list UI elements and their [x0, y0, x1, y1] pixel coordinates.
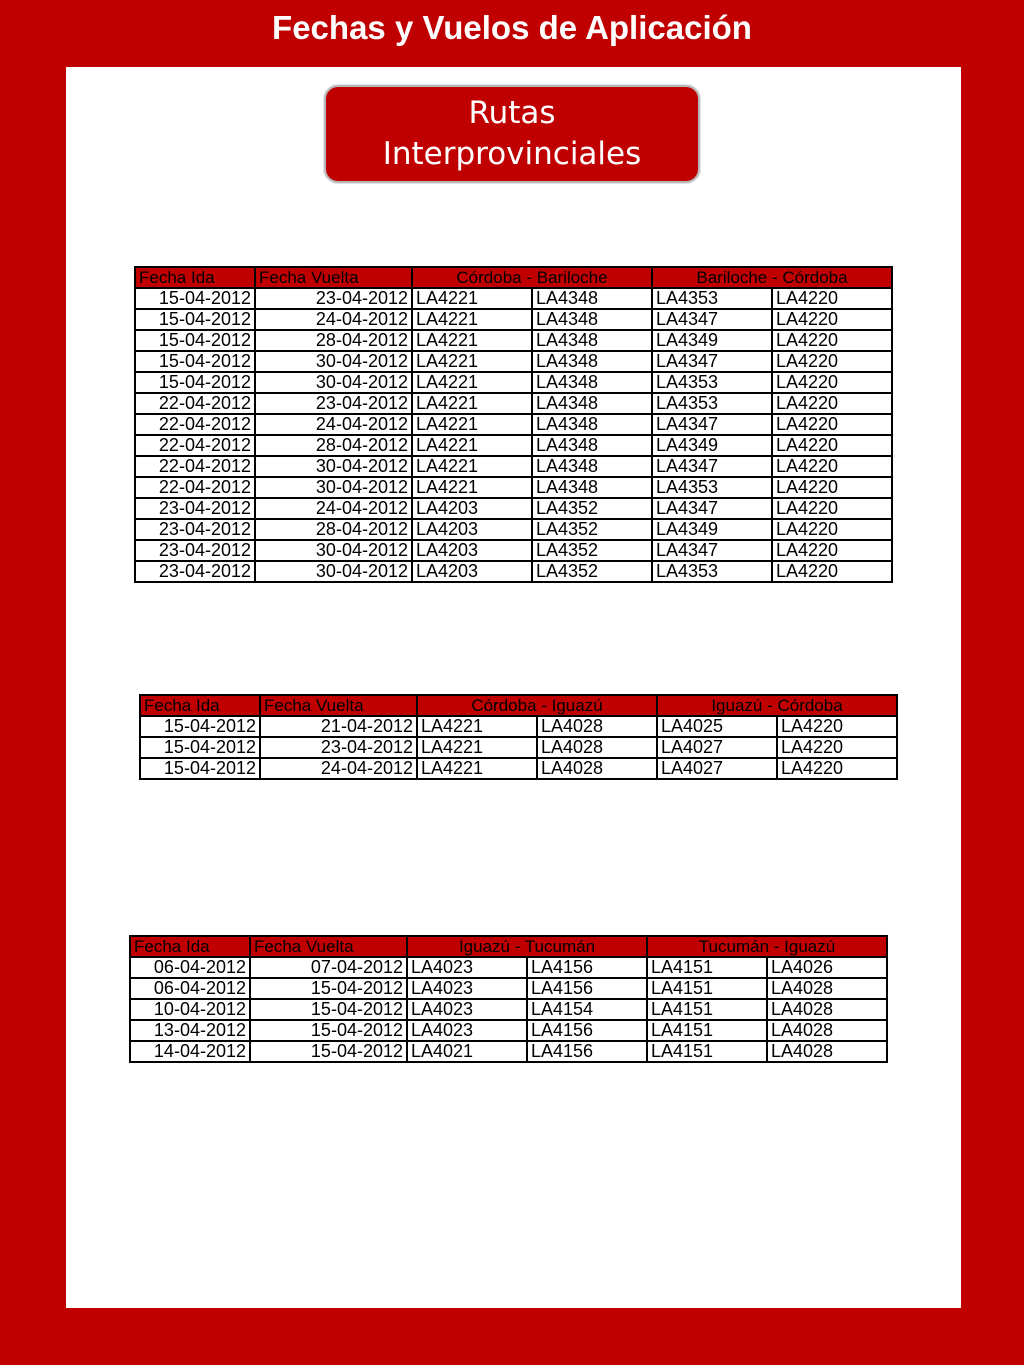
- cell-flight-back-1: LA4151: [647, 957, 767, 978]
- cell-flight-back-1: LA4025: [657, 716, 777, 737]
- table-row: [135, 351, 892, 372]
- cell-flight-back-1: LA4347: [652, 414, 772, 435]
- cell-fecha-vuelta: 23-04-2012: [255, 393, 412, 414]
- cell-flight-out-2: LA4348: [532, 435, 652, 456]
- cell-fecha-ida: 22-04-2012: [135, 477, 255, 498]
- cell-flight-back-2: LA4028: [767, 978, 887, 999]
- flights-table-iguazu: [139, 694, 898, 780]
- cell-flight-out-1: LA4221: [412, 309, 532, 330]
- cell-fecha-vuelta: 15-04-2012: [250, 978, 407, 999]
- cell-fecha-ida: 15-04-2012: [135, 351, 255, 372]
- cell-flight-back-1: LA4347: [652, 456, 772, 477]
- cell-flight-back-1: LA4347: [652, 351, 772, 372]
- table-row: [140, 758, 897, 779]
- cell-flight-back-2: LA4220: [772, 351, 892, 372]
- cell-flight-back-2: LA4220: [772, 309, 892, 330]
- cell-fecha-ida: 06-04-2012: [130, 978, 250, 999]
- table-row: [135, 519, 892, 540]
- table-header: [135, 267, 892, 288]
- cell-fecha-ida: 22-04-2012: [135, 456, 255, 477]
- cell-flight-out-1: LA4023: [407, 957, 527, 978]
- header-fecha-vuelta: Fecha Vuelta: [255, 267, 412, 288]
- table-row: [135, 288, 892, 309]
- cell-flight-out-2: LA4028: [537, 737, 657, 758]
- cell-fecha-vuelta: 24-04-2012: [260, 758, 417, 779]
- cell-fecha-ida: 15-04-2012: [140, 758, 260, 779]
- cell-flight-back-2: LA4028: [767, 1020, 887, 1041]
- cell-fecha-vuelta: 30-04-2012: [255, 540, 412, 561]
- cell-fecha-vuelta: 30-04-2012: [255, 477, 412, 498]
- cell-flight-back-2: LA4220: [772, 414, 892, 435]
- cell-flight-back-1: LA4353: [652, 372, 772, 393]
- cell-flight-back-1: LA4349: [652, 435, 772, 456]
- cell-fecha-ida: 23-04-2012: [135, 519, 255, 540]
- cell-flight-out-1: LA4023: [407, 1020, 527, 1041]
- table-header-row: [140, 695, 897, 716]
- cell-fecha-ida: 06-04-2012: [130, 957, 250, 978]
- table-row: [135, 414, 892, 435]
- table-row: [135, 372, 892, 393]
- table-row: [130, 1041, 887, 1062]
- cell-flight-out-2: LA4352: [532, 561, 652, 582]
- cell-flight-out-1: LA4203: [412, 519, 532, 540]
- table-row: [135, 435, 892, 456]
- table-row: [135, 477, 892, 498]
- cell-flight-back-1: LA4151: [647, 978, 767, 999]
- section-badge-line-1: Rutas: [468, 95, 556, 131]
- cell-flight-out-1: LA4021: [407, 1041, 527, 1062]
- cell-flight-out-2: LA4156: [527, 1041, 647, 1062]
- section-badge-line-2: Interprovinciales: [382, 136, 642, 172]
- cell-fecha-vuelta: 24-04-2012: [255, 414, 412, 435]
- cell-flight-out-2: LA4352: [532, 498, 652, 519]
- table-header: [140, 695, 897, 716]
- cell-flight-out-2: LA4028: [537, 758, 657, 779]
- cell-flight-out-2: LA4348: [532, 288, 652, 309]
- cell-flight-out-1: LA4221: [417, 716, 537, 737]
- cell-flight-out-1: LA4221: [417, 737, 537, 758]
- cell-flight-back-1: LA4347: [652, 540, 772, 561]
- cell-fecha-vuelta: 28-04-2012: [255, 330, 412, 351]
- cell-flight-back-2: LA4220: [777, 758, 897, 779]
- table-row: [130, 1020, 887, 1041]
- cell-flight-back-2: LA4220: [777, 737, 897, 758]
- table-row: [135, 309, 892, 330]
- cell-fecha-ida: 15-04-2012: [135, 288, 255, 309]
- header-route-out: Córdoba - Bariloche: [412, 267, 652, 288]
- table-row: [135, 393, 892, 414]
- section-badge: [324, 85, 700, 183]
- cell-fecha-ida: 10-04-2012: [130, 999, 250, 1020]
- cell-fecha-ida: 13-04-2012: [130, 1020, 250, 1041]
- cell-fecha-ida: 22-04-2012: [135, 414, 255, 435]
- cell-fecha-vuelta: 24-04-2012: [255, 309, 412, 330]
- cell-flight-back-1: LA4349: [652, 330, 772, 351]
- cell-fecha-vuelta: 21-04-2012: [260, 716, 417, 737]
- cell-flight-out-1: LA4221: [412, 288, 532, 309]
- cell-flight-out-2: LA4352: [532, 540, 652, 561]
- cell-flight-out-1: LA4221: [412, 435, 532, 456]
- cell-flight-out-2: LA4348: [532, 351, 652, 372]
- cell-flight-back-1: LA4347: [652, 309, 772, 330]
- header-fecha-ida: Fecha Ida: [135, 267, 255, 288]
- cell-flight-back-1: LA4349: [652, 519, 772, 540]
- cell-flight-out-2: LA4348: [532, 393, 652, 414]
- cell-flight-back-1: LA4353: [652, 393, 772, 414]
- cell-flight-out-2: LA4156: [527, 957, 647, 978]
- cell-flight-out-1: LA4221: [412, 456, 532, 477]
- header-route-out: Córdoba - Iguazú: [417, 695, 657, 716]
- cell-flight-back-1: LA4027: [657, 737, 777, 758]
- cell-flight-out-2: LA4156: [527, 978, 647, 999]
- cell-flight-back-2: LA4026: [767, 957, 887, 978]
- cell-fecha-vuelta: 30-04-2012: [255, 351, 412, 372]
- cell-flight-out-2: LA4154: [527, 999, 647, 1020]
- header-route-back: Iguazú - Córdoba: [657, 695, 897, 716]
- cell-flight-back-1: LA4347: [652, 498, 772, 519]
- cell-fecha-vuelta: 30-04-2012: [255, 372, 412, 393]
- table-row: [135, 561, 892, 582]
- header-fecha-vuelta: Fecha Vuelta: [250, 936, 407, 957]
- cell-flight-out-1: LA4203: [412, 561, 532, 582]
- table-row: [135, 540, 892, 561]
- header-fecha-ida: Fecha Ida: [140, 695, 260, 716]
- cell-flight-out-2: LA4348: [532, 330, 652, 351]
- content-panel: [66, 67, 961, 1308]
- cell-fecha-vuelta: 28-04-2012: [255, 435, 412, 456]
- cell-fecha-ida: 23-04-2012: [135, 540, 255, 561]
- cell-fecha-vuelta: 07-04-2012: [250, 957, 407, 978]
- table-body: [140, 716, 897, 779]
- cell-flight-back-2: LA4220: [772, 393, 892, 414]
- cell-flight-back-2: LA4220: [772, 498, 892, 519]
- flights-table-bariloche: [134, 266, 893, 583]
- cell-flight-back-2: LA4220: [772, 540, 892, 561]
- cell-fecha-vuelta: 24-04-2012: [255, 498, 412, 519]
- cell-flight-out-1: LA4023: [407, 978, 527, 999]
- header-route-back: Bariloche - Córdoba: [652, 267, 892, 288]
- cell-flight-back-2: LA4220: [772, 477, 892, 498]
- table-row: [135, 330, 892, 351]
- cell-flight-back-2: LA4220: [772, 456, 892, 477]
- cell-fecha-vuelta: 23-04-2012: [260, 737, 417, 758]
- cell-fecha-ida: 15-04-2012: [135, 372, 255, 393]
- header-route-back: Tucumán - Iguazú: [647, 936, 887, 957]
- cell-flight-back-2: LA4220: [772, 330, 892, 351]
- cell-flight-out-2: LA4348: [532, 414, 652, 435]
- table-header-row: [135, 267, 892, 288]
- cell-flight-out-1: LA4023: [407, 999, 527, 1020]
- cell-flight-back-1: LA4353: [652, 561, 772, 582]
- table-body: [130, 957, 887, 1062]
- cell-fecha-ida: 15-04-2012: [140, 716, 260, 737]
- cell-flight-back-2: LA4220: [772, 372, 892, 393]
- cell-fecha-ida: 15-04-2012: [140, 737, 260, 758]
- cell-fecha-vuelta: 23-04-2012: [255, 288, 412, 309]
- table-header: [130, 936, 887, 957]
- table-row: [130, 999, 887, 1020]
- table-row: [130, 978, 887, 999]
- cell-fecha-ida: 15-04-2012: [135, 309, 255, 330]
- cell-fecha-vuelta: 15-04-2012: [250, 1041, 407, 1062]
- cell-flight-out-2: LA4156: [527, 1020, 647, 1041]
- cell-flight-out-1: LA4221: [412, 372, 532, 393]
- cell-fecha-vuelta: 15-04-2012: [250, 1020, 407, 1041]
- flights-table-tucuman: [129, 935, 888, 1063]
- cell-flight-out-2: LA4028: [537, 716, 657, 737]
- cell-flight-back-2: LA4220: [772, 561, 892, 582]
- cell-flight-back-1: LA4353: [652, 477, 772, 498]
- cell-fecha-vuelta: 30-04-2012: [255, 561, 412, 582]
- cell-flight-out-1: LA4221: [412, 351, 532, 372]
- cell-flight-back-1: LA4353: [652, 288, 772, 309]
- table-body: [135, 288, 892, 582]
- table-row: [140, 737, 897, 758]
- cell-flight-out-2: LA4352: [532, 519, 652, 540]
- cell-flight-back-2: LA4028: [767, 999, 887, 1020]
- cell-flight-out-1: LA4221: [417, 758, 537, 779]
- table-row: [140, 716, 897, 737]
- table-row: [135, 456, 892, 477]
- cell-flight-back-2: LA4220: [772, 288, 892, 309]
- cell-fecha-vuelta: 28-04-2012: [255, 519, 412, 540]
- cell-flight-back-1: LA4151: [647, 1041, 767, 1062]
- table-header-row: [130, 936, 887, 957]
- cell-fecha-ida: 23-04-2012: [135, 561, 255, 582]
- cell-flight-out-1: LA4203: [412, 498, 532, 519]
- page-title: Fechas y Vuelos de Aplicación: [272, 9, 752, 46]
- cell-flight-out-1: LA4221: [412, 330, 532, 351]
- cell-flight-back-1: LA4151: [647, 1020, 767, 1041]
- cell-flight-back-2: LA4220: [772, 519, 892, 540]
- cell-fecha-ida: 23-04-2012: [135, 498, 255, 519]
- cell-flight-out-1: LA4221: [412, 477, 532, 498]
- cell-flight-out-1: LA4203: [412, 540, 532, 561]
- cell-fecha-vuelta: 30-04-2012: [255, 456, 412, 477]
- cell-flight-out-1: LA4221: [412, 414, 532, 435]
- cell-flight-back-2: LA4220: [772, 435, 892, 456]
- cell-flight-back-2: LA4028: [767, 1041, 887, 1062]
- header-route-out: Iguazú - Tucumán: [407, 936, 647, 957]
- cell-flight-out-2: LA4348: [532, 477, 652, 498]
- header-fecha-vuelta: Fecha Vuelta: [260, 695, 417, 716]
- cell-flight-out-2: LA4348: [532, 456, 652, 477]
- table-row: [130, 957, 887, 978]
- cell-fecha-ida: 22-04-2012: [135, 393, 255, 414]
- header-fecha-ida: Fecha Ida: [130, 936, 250, 957]
- cell-fecha-vuelta: 15-04-2012: [250, 999, 407, 1020]
- cell-flight-back-1: LA4151: [647, 999, 767, 1020]
- cell-flight-out-1: LA4221: [412, 393, 532, 414]
- cell-flight-back-1: LA4027: [657, 758, 777, 779]
- cell-fecha-ida: 15-04-2012: [135, 330, 255, 351]
- cell-flight-back-2: LA4220: [777, 716, 897, 737]
- cell-flight-out-2: LA4348: [532, 309, 652, 330]
- cell-fecha-ida: 14-04-2012: [130, 1041, 250, 1062]
- cell-flight-out-2: LA4348: [532, 372, 652, 393]
- cell-fecha-ida: 22-04-2012: [135, 435, 255, 456]
- table-row: [135, 498, 892, 519]
